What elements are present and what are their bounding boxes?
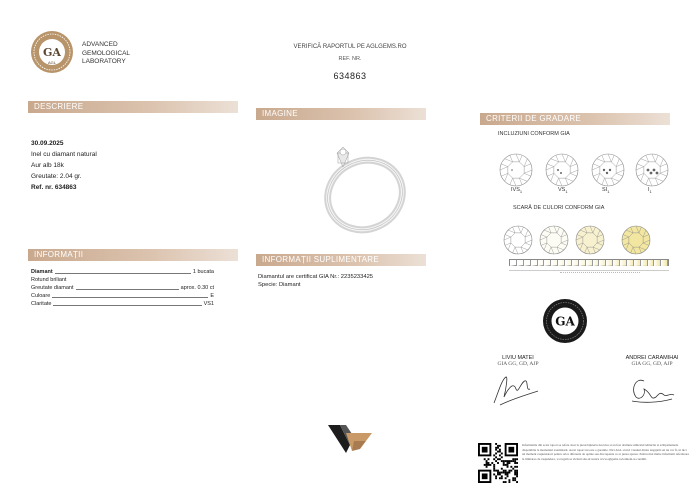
diamond-diagram <box>500 154 532 186</box>
lab-name-line2: GEMOLOGICAL <box>82 49 131 57</box>
informatii-table <box>31 268 214 308</box>
section-bar-suplimentare: INFORMAȚII SUPLIMENTARE <box>256 254 426 266</box>
brand-logo-icon <box>326 423 374 455</box>
info-row-culoare <box>31 292 214 300</box>
info-row-greutate <box>31 284 214 292</box>
dotted-leader <box>53 305 201 306</box>
signature-block-2 <box>612 355 692 414</box>
color-scale-title: SCARĂ DE CULORI CONFORM GIA <box>513 205 605 211</box>
clarity-labels <box>498 187 670 197</box>
descriere-ref: Ref. nr. 634863 <box>31 184 77 191</box>
diamond-diagram <box>576 226 604 254</box>
diamond-diagram <box>540 226 568 254</box>
info-row-diamant <box>31 268 214 276</box>
lab-seal-icon <box>30 30 74 74</box>
clarity-label-si: $SI_1$ <box>602 187 610 195</box>
svg-text:GA: GA <box>43 46 61 59</box>
diamond-diagram <box>592 154 624 186</box>
descriere-line1: Inel cu diamant natural <box>31 151 97 158</box>
lab-name-line3: LABORATORY <box>82 58 126 65</box>
dotted-leader <box>76 289 179 290</box>
signature-2 <box>622 369 682 409</box>
lab-stamp-icon <box>542 298 588 344</box>
info-row-claritate <box>31 300 214 308</box>
diamond-diagram <box>622 226 650 254</box>
suplimentare-line2: Specie: Diamant <box>258 282 301 288</box>
color-gauge <box>509 259 669 266</box>
clarity-label-ivs: $IVS_1$ <box>511 187 523 195</box>
diamond-diagram <box>636 154 668 186</box>
info-value: 1 bucata <box>192 269 214 275</box>
clarity-label-vs: $VS_1$ <box>558 187 568 195</box>
info-label: Claritate <box>31 301 52 307</box>
color-gauge-ticks <box>509 266 669 271</box>
color-diagrams <box>498 222 670 258</box>
signature-block-1 <box>478 355 558 414</box>
section-bar-imagine: IMAGINE <box>256 108 426 120</box>
signer-credentials: GIA GG, GD, AJP <box>631 361 673 367</box>
descriere-line2: Aur alb 18k <box>31 162 64 169</box>
qr-code[interactable] <box>478 443 518 483</box>
signer-name: ANDREI CARAMIHAI <box>625 355 679 361</box>
fine-print-line <box>560 272 640 275</box>
signer-name: LIVIU MATEI <box>502 355 534 361</box>
signer-credentials: GIA GG, GD, AJP <box>497 361 539 367</box>
report-header <box>250 44 450 81</box>
svg-text:GA: GA <box>555 314 575 329</box>
ring-image <box>295 123 415 241</box>
info-value: VS1 <box>203 301 214 307</box>
info-label: Greutate diamant <box>31 285 74 291</box>
lab-name-line1: ADVANCED <box>82 41 118 48</box>
section-bar-informatii: INFORMAȚII <box>28 249 238 261</box>
info-row-rotund <box>31 276 214 284</box>
descriere-date: 30.09.2025 <box>31 140 64 147</box>
lab-logo <box>30 30 170 74</box>
diamond-diagram <box>546 154 578 186</box>
info-label: Rotund briliant <box>31 277 67 283</box>
info-value: aprox. 0.30 ct <box>180 285 214 291</box>
seal-label: AGL <box>47 60 57 65</box>
ref-label: REF. NR. <box>338 56 362 62</box>
dotted-leader <box>52 297 208 298</box>
suplimentare-content <box>258 273 373 289</box>
disclaimer: Informatiile din acest raport se refera doar la piesa/bijuteria descrisa si au fost obtinute utilizand tehnicile si echipamentele disponibile la momentul examinarii. Acest raport nu este o garantie. Nici AGL si nici vreunul dintre angajatii sai nu vor fi, in nici un moment raspunzatori pentru orice diferenta de opinie sau discrepanta ce ar putea aparea. Pentru mai multe informatii referitoare la limitarea de raspundere, va rugam sa vizitati site-ul nostru www.aglgems.ro/termeni-si-conditii. <box>522 443 690 461</box>
info-label: Diamant <box>31 269 53 275</box>
info-label: Culoare <box>31 293 51 299</box>
descriere-line3: Greutate: 2.04 gr. <box>31 173 82 180</box>
section-bar-criterii: CRITERII DE GRADARE <box>480 113 670 125</box>
verify-text: VERIFICĂ RAPORTUL PE AGLGEMS.RO <box>293 44 407 50</box>
ref-number: 634863 <box>333 71 367 81</box>
signature-1 <box>486 369 546 409</box>
descriere-content <box>31 138 97 193</box>
info-value: E <box>210 293 214 299</box>
suplimentare-line1: Diamantul are certificat GIA Nr.: 2235233425 <box>258 274 374 280</box>
diamond-diagram <box>504 226 532 254</box>
section-bar-descriere: DESCRIERE <box>28 101 238 113</box>
clarity-label-i: $I_1$ <box>648 187 652 195</box>
dotted-leader <box>55 273 191 274</box>
clarity-title: INCLUZIUNI CONFORM GIA <box>498 131 570 137</box>
